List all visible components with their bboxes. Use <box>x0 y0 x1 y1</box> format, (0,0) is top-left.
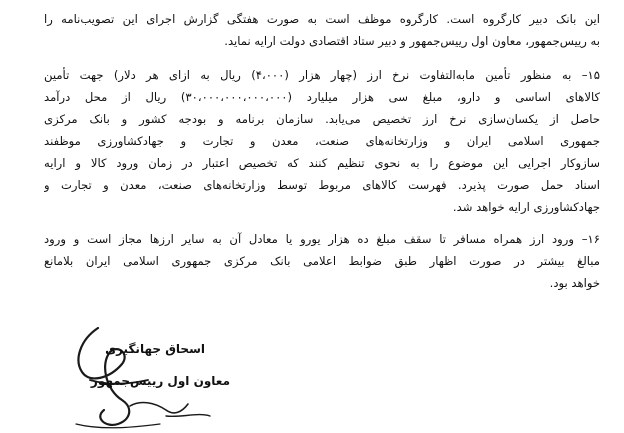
text-line: به رییس‌جمهور، معاون اول رییس‌جمهور و دبیر ستاد اقتصادی دولت ارایه نماید. <box>224 34 600 48</box>
text-line: ۱۵– به منظور تأمین مابه‌التفاوت نرخ ارز (چهار هزار (۴،۰۰۰) ریال به ازای هر دلار) جهت تأمین <box>44 68 600 82</box>
text-line: این بانک دبیر کارگروه است. کارگروه موظف است به صورت هفتگی گزارش اجرای این تصویب‌نامه را <box>44 12 600 26</box>
text-line: جهادکشاورزی ارایه خواهد شد. <box>452 200 600 214</box>
signature-block <box>70 320 270 433</box>
text-line: مبالغ بیشتر در صورت اظهار طبق ضوابط اعلامی بانک مرکزی جمهوری اسلامی ایران بلامانع <box>44 254 600 268</box>
text-line: اسناد حمل صورت پذیرد. فهرست کالاهای مربوط توسط وزارتخانه‌های صنعت، معدن و تجارت و <box>44 178 600 192</box>
signatory-name: اسحاق جهانگیری <box>105 342 205 356</box>
text-line: کالاهای اساسی و دارو، مبلغ سی هزار میلیارد (۳۰،۰۰۰،۰۰۰،۰۰۰،۰۰۰) ریال از محل درآمد <box>44 90 600 104</box>
text-line: سازوکار اجرایی این موضوع را به نحوی تنظیم کنند که تخصیص اعتبار در زمان ورود کالا و ارایه <box>44 156 600 170</box>
text-line: حاصل از یکسان‌سازی نرخ ارز تخصیص می‌یابد. سازمان برنامه و بودجه کشور و بانک مرکزی <box>44 112 600 126</box>
text-line: خواهد بود. <box>549 276 600 290</box>
text-line: جمهوری اسلامی ایران و وزارتخانه‌های صنعت، معدن و تجارت و جهادکشاورزی موظفند <box>44 134 600 148</box>
text-line: ۱۶– ورود ارز همراه مسافر تا سقف مبلغ ده هزار یورو یا معادل آن به سایر ارزها مجاز است و ورود <box>44 232 600 246</box>
signatory-title: معاون اول رییس‌جمهور <box>90 374 230 388</box>
